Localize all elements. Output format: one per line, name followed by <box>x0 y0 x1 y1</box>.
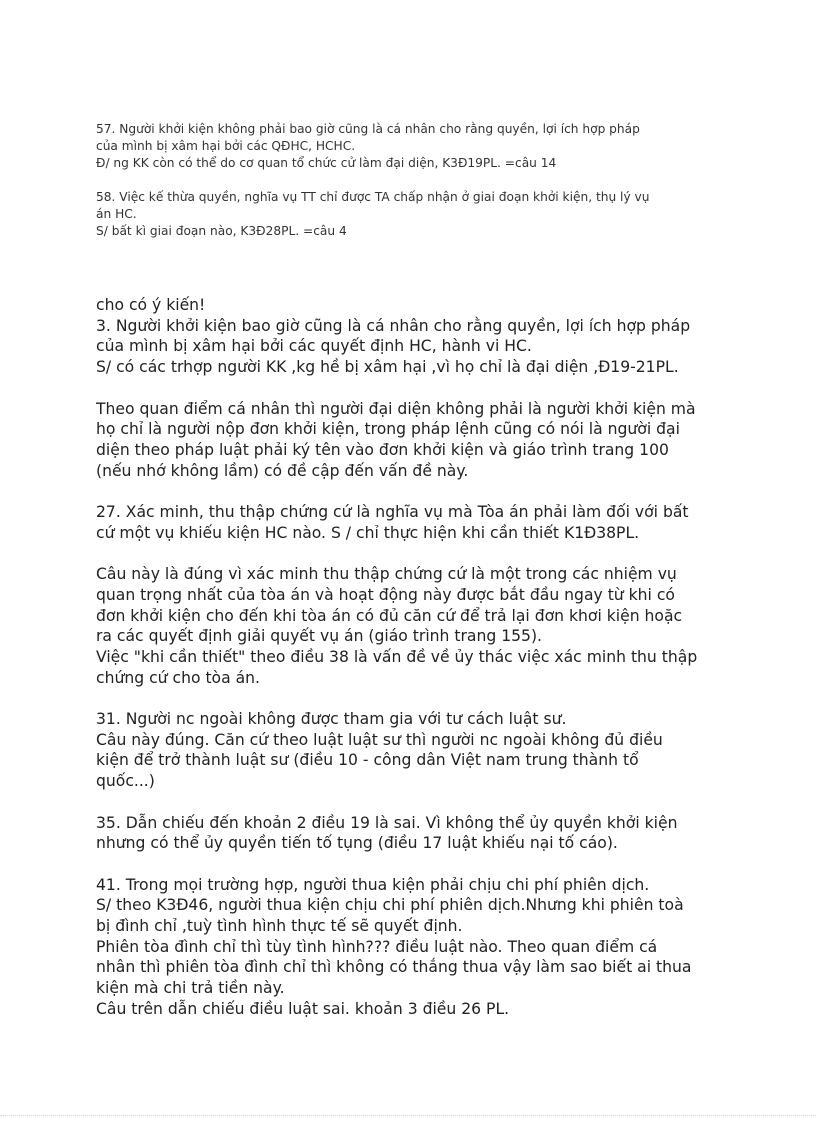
page-bottom-divider <box>0 1115 816 1116</box>
body-line: 41. Trong mọi trường hợp, người thua kiện phải chịu chi phí phiên dịch. <box>96 875 650 894</box>
body-line: Câu này là đúng vì xác minh thu thập chứng cứ là một trong các nhiệm vụ <box>96 565 677 584</box>
body-line: 31. Người nc ngoài không được tham gia với tư cách luật sư. <box>96 710 567 728</box>
note-line: 58. Việc kế thừa quyền, nghĩa vụ TT chỉ được TA chấp nhận ở giai đoạn khởi kiện, thụ lý vụ <box>96 190 650 204</box>
body-line: kiện mà chi trả tiền này. <box>96 979 285 998</box>
body-line: 3. Người khởi kiện bao giờ cũng là cá nhân cho rằng quyền, lợi ích hợp pháp <box>96 316 691 335</box>
paragraph-gap <box>96 792 728 813</box>
paragraph-gap <box>96 543 728 564</box>
body-line: quan trọng nhất của tòa án và hoạt động này được bắt đầu ngay từ khi có <box>96 585 675 604</box>
body-line: chứng cứ cho tòa án. <box>96 668 261 687</box>
body-line: đơn khởi kiện cho đến khi tòa án có đủ căn cứ để trả lại đơn khơi kiện hoặc <box>96 606 683 625</box>
paragraph-gap <box>96 688 728 709</box>
body-line: Câu này đúng. Căn cứ theo luật luật sư thì người nc ngoài không đủ điều <box>96 730 663 749</box>
main-body-text <box>96 295 728 1020</box>
note-line: S/ bất kì giai đoạn nào, K3Đ28PL. =câu 4 <box>96 224 347 238</box>
note-line: án HC. <box>96 207 137 221</box>
body-line: 27. Xác minh, thu thập chứng cứ là nghĩa vụ mà Tòa án phải làm đối với bất <box>96 503 689 521</box>
note-line: 57. Người khởi kiện không phải bao giờ cũng là cá nhân cho rằng quyền, lợi ích hợp pháp <box>96 122 640 136</box>
body-line: Phiên tòa đình chỉ thì tùy tình hình??? điều luật nào. Theo quan điểm cá <box>96 937 658 956</box>
body-line: S/ có các trhợp người KK ,kg hề bị xâm hại ,vì họ chỉ là đại diện ,Đ19-21PL. <box>96 358 679 377</box>
note-line: của mình bị xâm hại bởi các QĐHC, HCHC. <box>96 139 356 153</box>
body-line: cho có ý kiến! <box>96 296 206 314</box>
paragraph-gap <box>96 481 728 502</box>
note-line: Đ/ ng KK còn có thể do cơ quan tổ chức cử làm đại diện, K3Đ19PL. =câu 14 <box>96 156 557 170</box>
note-question-58 <box>96 189 726 240</box>
body-line: của mình bị xâm hại bởi các quyết định HC, hành vi HC. <box>96 337 532 356</box>
body-line: Câu trên dẫn chiếu điều luật sai. khoản 3 điều 26 PL. <box>96 999 510 1018</box>
body-line: kiện để trở thành luật sư (điều 10 - công dân Việt nam trung thành tổ <box>96 751 639 770</box>
body-line: họ chỉ là người nộp đơn khởi kiện, trong pháp lệnh cũng có nói là người đại <box>96 420 680 439</box>
body-line: Việc "khi cần thiết" theo điều 38 là vấn đề về ủy thác việc xác minh thu thập <box>96 647 698 666</box>
body-line: 35. Dẫn chiếu đến khoản 2 điều 19 là sai. Vì không thể ủy quyền khởi kiện <box>96 813 678 832</box>
paragraph-gap <box>96 854 728 875</box>
body-line: nhân thì phiên tòa đình chỉ thì không có thắng thua vậy làm sao biết ai thua <box>96 958 692 977</box>
paragraph-gap <box>96 378 728 399</box>
note-question-57 <box>96 121 726 172</box>
body-line: diện theo pháp luật phải ký tên vào đơn khởi kiện và giáo trình trang 100 <box>96 440 669 459</box>
body-line: S/ theo K3Đ46, người thua kiện chịu chi phí phiên dịch.Nhưng khi phiên toà <box>96 896 684 915</box>
body-line: bị đình chỉ ,tuỳ tình hình thực tế sẽ quyết định. <box>96 917 463 935</box>
body-line: quốc...) <box>96 772 155 791</box>
body-line: nhưng có thể ủy quyền tiến tố tụng (điều 17 luật khiếu nại tố cáo). <box>96 834 618 853</box>
body-line: ra các quyết định giải quyết vụ án (giáo trình trang 155). <box>96 627 542 646</box>
body-line: cứ một vụ khiếu kiện HC nào. S / chỉ thực hiện khi cần thiết K1Đ38PL. <box>96 523 640 542</box>
body-line: Theo quan điểm cá nhân thì người đại diện không phải là người khởi kiện mà <box>96 399 696 418</box>
body-line: (nếu nhớ không lầm) có đề cập đến vấn đề này. <box>96 461 469 480</box>
